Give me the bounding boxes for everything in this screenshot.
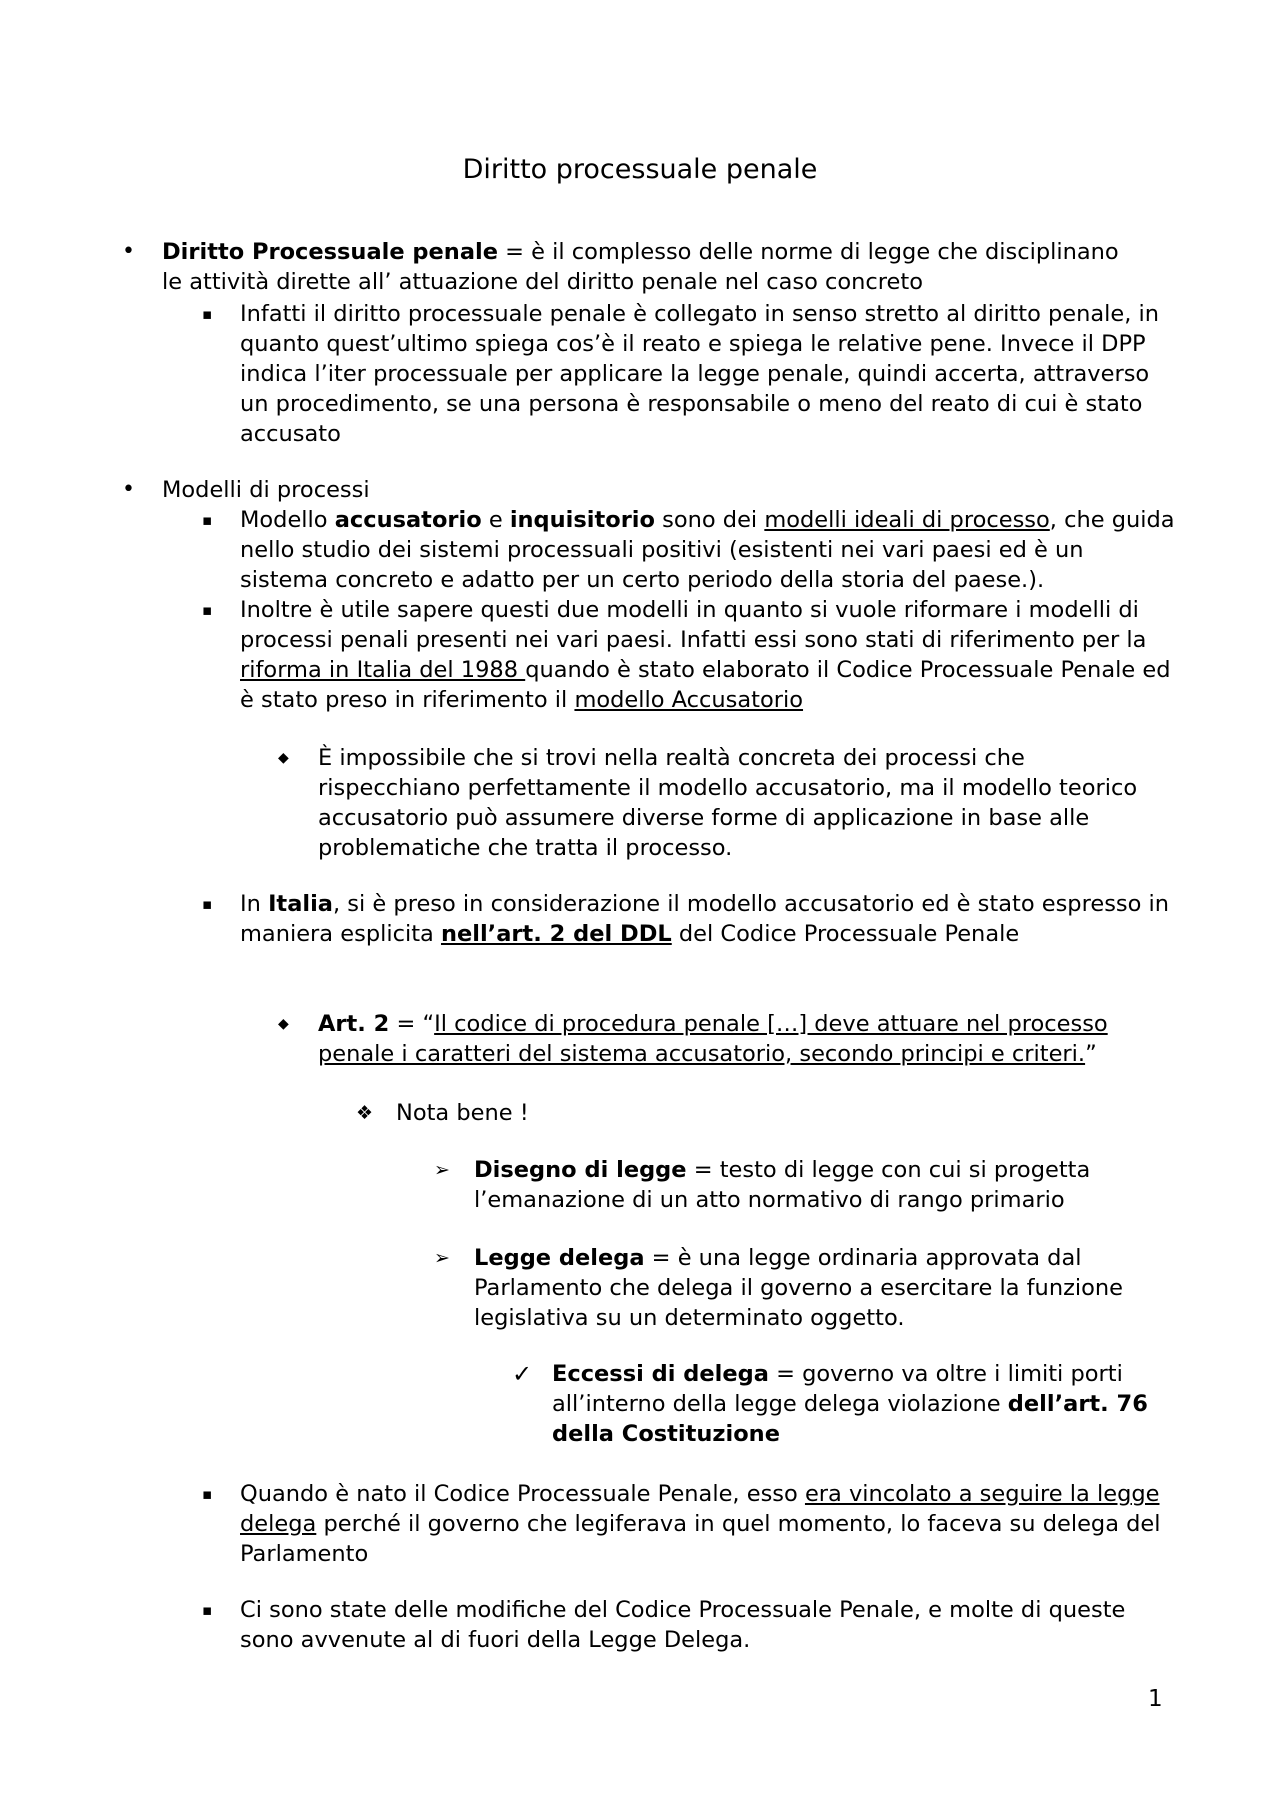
square-bullet-icon: ▪ — [202, 1485, 213, 1503]
text-run: Modello — [240, 507, 335, 533]
text-run: = testo di legge con cui si progetta l’emanazione di un atto normativo di rango primario — [474, 1157, 1091, 1213]
page-number: 1 — [1148, 1686, 1163, 1712]
text-run: , che guida nello studio dei sistemi processuali positivi (esistenti nei vari paesi ed è un sistema concreto e adatto per un certo periodo della storia del paese.). — [240, 507, 1175, 593]
bold-underlined-art2-ddl: nell’art. 2 del DDL — [440, 921, 672, 947]
square-bullet-icon: ▪ — [202, 305, 213, 323]
underlined-riforma-1988: riforma in Italia del 1988 — [240, 657, 526, 683]
text-run: Inoltre è utile sapere questi due modelli in quanto si vuole riformare i modelli di processi penali presenti nei vari paesi. — [240, 597, 1139, 653]
impossibile-note: È impossibile che si trovi nella realtà concreta dei processi che rispecchiano perfettamente il modello accusatorio, ma il modello teorico accusatorio può assumere diverse forme di applicazione in base alle problematiche che tratta il processo. — [318, 745, 1138, 861]
bold-italia: Italia — [268, 891, 333, 917]
term-diritto-processuale: Diritto Processuale penale — [162, 239, 498, 265]
codice-nato-paragraph — [240, 1479, 1175, 1569]
underlined-vincolato: era vincolato a seguire la legge delega — [240, 1481, 1160, 1537]
text-run: Quando è nato il Codice Processuale Penale, esso — [240, 1481, 805, 1507]
bold-legge-delega: Legge delega — [474, 1245, 645, 1271]
diamond-bullet-icon: ◆ — [278, 750, 289, 766]
text-run: violazione — [887, 1391, 1008, 1417]
modelli-paragraph — [240, 505, 1175, 595]
four-diamond-icon: ❖ — [356, 1102, 374, 1124]
underlined-art2-text: Il codice di procedura penale […] deve attuare nel processo penale i caratteri del sistema accusatorio, secondo principi e criteri. — [318, 1011, 1108, 1067]
riforma-paragraph — [240, 595, 1175, 715]
square-bullet-icon: ▪ — [202, 511, 213, 529]
text-run: Infatti essi sono stati di riferimento per la — [680, 627, 1147, 653]
art2-quote — [318, 1009, 1183, 1069]
square-bullet-icon: ▪ — [202, 895, 213, 913]
disegno-di-legge — [474, 1155, 1174, 1215]
round-bullet-icon: • — [122, 477, 135, 502]
underlined-modelli-ideali: modelli ideali di processo — [764, 507, 1050, 533]
text-run: , si è preso in considerazione il modello accusatorio ed è stato espresso in maniera esplicita — [240, 891, 1170, 947]
bold-art2: Art. 2 — [318, 1011, 390, 1037]
nota-bene: Nota bene ! — [396, 1100, 529, 1126]
diamond-bullet-icon: ◆ — [278, 1016, 289, 1032]
document-title: Diritto processuale penale — [462, 154, 818, 185]
text-run: del Codice Processuale Penale — [671, 921, 1020, 947]
square-bullet-icon: ▪ — [202, 1601, 213, 1619]
underlined-modello-accusatorio: modello Accusatorio — [574, 687, 804, 713]
text-run: = è una legge ordinaria approvata dal Parlamento che delega il governo a esercitare la funzione legislativa su un determinato oggetto. — [474, 1245, 1124, 1331]
round-bullet-icon: • — [122, 239, 135, 264]
text-run: ” — [1085, 1041, 1097, 1067]
square-bullet-icon: ▪ — [202, 601, 213, 619]
bold-accusatorio: accusatorio — [334, 507, 482, 533]
arrowhead-bullet-icon: ➢ — [434, 1247, 450, 1269]
check-icon: ✓ — [512, 1360, 533, 1388]
modifiche-paragraph: Ci sono state delle modifiche del Codice Processuale Penale, e molte di queste sono avvenute al di fuori della Legge Delega. — [240, 1597, 1126, 1653]
bold-disegno-di-legge: Disegno di legge — [474, 1157, 687, 1183]
text-run: = “ — [389, 1011, 435, 1037]
definition-text: = è il complesso delle norme di legge che disciplinano le attività dirette all’ attuazione del diritto penale nel caso concreto — [162, 239, 1119, 295]
arrowhead-bullet-icon: ➢ — [434, 1159, 450, 1181]
text-run: In — [240, 891, 269, 917]
legge-delega — [474, 1243, 1174, 1333]
text-run: sono dei — [654, 507, 765, 533]
definition-paragraph — [162, 237, 1122, 297]
text-run: e — [481, 507, 510, 533]
text-run: quando è stato elaborato il Codice Processuale Penale ed è stato preso in riferimento il — [240, 657, 1171, 713]
eccessi-di-delega — [552, 1359, 1177, 1449]
bold-inquisitorio: inquisitorio — [509, 507, 655, 533]
text-run: perché il governo che legiferava in quel momento, lo faceva su delega del Parlamento — [240, 1511, 1161, 1567]
italia-paragraph — [240, 889, 1175, 949]
section-heading-modelli: Modelli di processi — [162, 477, 370, 503]
bold-art76: dell’art. 76 della Costituzione — [552, 1391, 1148, 1447]
dpp-explanation: Infatti il diritto processuale penale è collegato in senso stretto al diritto penale, in quanto quest’ultimo spiega cos’è il reato e spiega le relative pene. Invece il DPP indica l’iter processuale per applicare la legge penale, quindi accerta, attraverso un procedimento, se una persona è responsabile o meno del reato di cui è stato accusato — [240, 301, 1160, 447]
bold-eccessi-di-delega: Eccessi di delega — [552, 1361, 769, 1387]
text-run: = governo va oltre i limiti porti all’interno della legge delega — [552, 1361, 1123, 1417]
